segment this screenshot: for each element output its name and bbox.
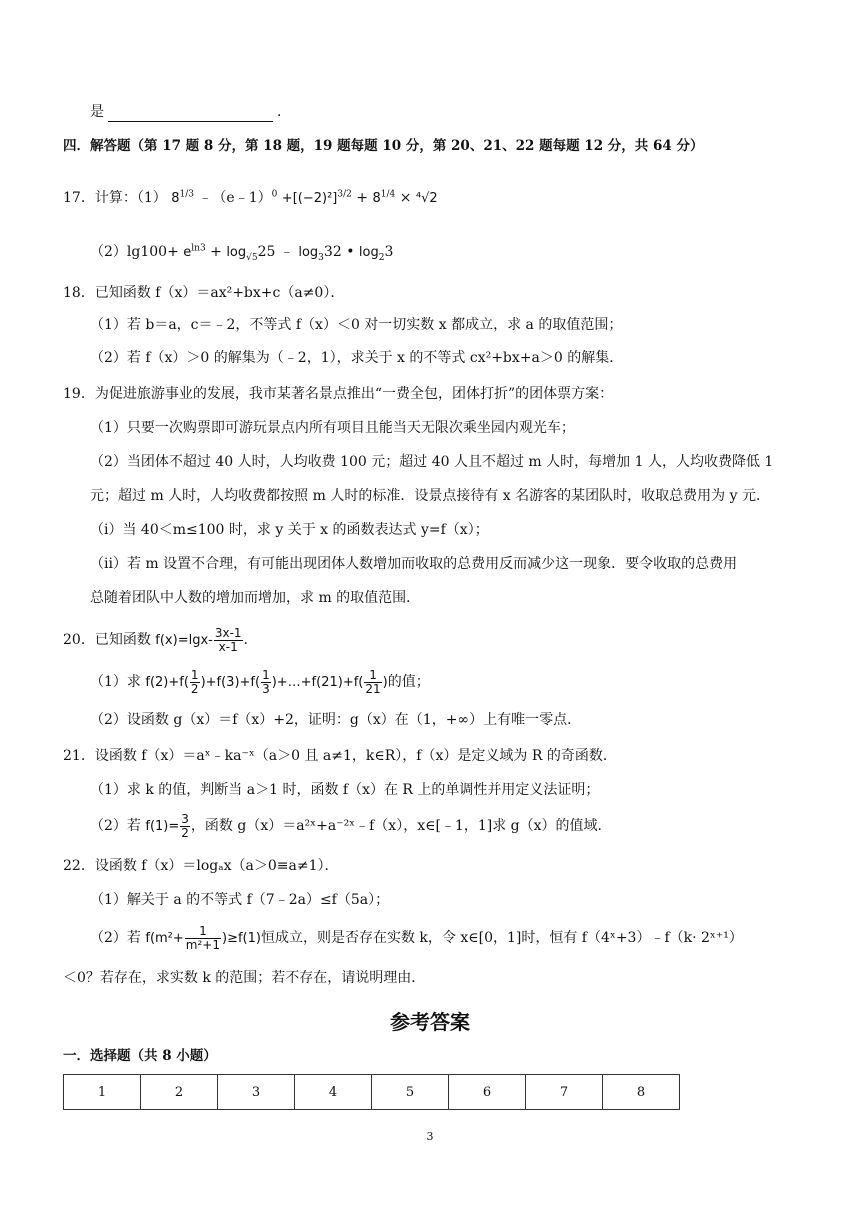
q19-part-ii-line2: 总随着团队中人数的增加而增加，求 m 的取值范围． [90, 590, 421, 606]
q18-part1: （1）若 b＝a，c＝﹣2，不等式 f（x）＜0 对一切实数 x 都成立，求 a 的取值范围； [90, 317, 623, 333]
section1-heading: 一．选择题（共 8 小题） [63, 1048, 217, 1064]
q19-part1: （1）只要一次购票即可游玩景点内所有项目且能当天无限次乘坐园内观光车； [90, 420, 575, 436]
answer-cell-5: 5 [372, 1075, 449, 1110]
q22-stem: 22．设函数 f（x）＝logₐx（a＞0≡a≠1）． [63, 858, 339, 874]
table-row [64, 1075, 680, 1110]
q21-part1: （1）求 k 的值，判断当 a＞1 时，函数 f（x）在 R 上的单调性并用定义法证明； [90, 782, 600, 798]
q22-part2-cont: ＜0？若存在，求实数 k 的范围；若不存在，请说明理由． [63, 970, 426, 986]
blank-line: 是 ． [90, 104, 291, 120]
q19-part2-line2: 元；超过 m 人时，人均收费都按照 m 人时的标准．设景点接待有 x 名游客的某团队时，收取总费用为 y 元． [90, 488, 770, 504]
answer-cell-4: 4 [295, 1075, 372, 1110]
q19-part-ii-line1: （ii）若 m 设置不合理，有可能出现团体人数增加而收取的总费用反而减少这一现象．要令收取的总费用 [90, 556, 738, 572]
q18-stem: 18．已知函数 f（x）＝ax²+bx+c（a≠0）． [63, 285, 345, 301]
answer-cell-1: 1 [64, 1075, 141, 1110]
answer-title: 参考答案 [390, 1010, 470, 1034]
q18-part2: （2）若 f（x）＞0 的解集为（﹣2，1），求关于 x 的不等式 cx²+bx+a＞0 的解集． [90, 350, 624, 366]
q17-part2: $(2)\lg 100+ e^{ln3} + \log_{√5}25$ ﹣ $\log_332$ • $\log_23$ [90, 243, 394, 263]
q21-stem: 21．设函数 f（x）＝aˣ﹣ka⁻ˣ（a＞0 且 a≠1，k∈R），f（x）是定义域为 R 的奇函数． [63, 748, 617, 764]
page-number: 3 [426, 1130, 434, 1143]
q20-fraction: $\frac{3x-1}{x-1}$ [214, 625, 242, 654]
answer-cell-7: 7 [526, 1075, 603, 1110]
q22-part2: （2）若 f(m²+ $\frac{1}{\text{m²+1}}$ )≥f(1)恒成立，则是否存在实数 k，令 x∈[0，1]时，恒有 f（4ˣ+3）﹣f（k· 2ˣ⁺¹） [90, 923, 743, 952]
q21-part2: （2）若 f(1)= $\frac{3}{2}$ ，函数 g（x）＝a²ˣ+a⁻²ˣ﹣f（x），x∈[﹣1，1]求 g（x）的值域． [90, 811, 612, 840]
q17-part1: 17．计算：（1） $8^{1/3}$ ﹣（e﹣1）$^0$ $+[(-2)^2]^{3/2} + 8^{1/4} \times ^4√2$ [63, 189, 438, 206]
q20-part2: （2）设函数 g（x）＝f（x）+2，证明：g（x）在（1，+∞）上有唯一零点． [90, 712, 582, 728]
answer-blank[interactable] [108, 107, 273, 122]
answer-cell-2: 2 [141, 1075, 218, 1110]
q19-part2-line1: （2）当团体不超过 40 人时，人均收费 100 元；超过 40 人且不超过 m 人时，每增加 1 人，人均收费降低 1 [90, 454, 774, 470]
q22-part1: （1）解关于 a 的不等式 f（7﹣2a）≤f（5a）； [90, 892, 390, 908]
q20-part1: （1）求 f(2)+f( $\frac{1}{2}$ )+f(3)+f( $\frac{1}{3}$ )+…+f(21)+f( $\frac{1}{21}$ )的值； [90, 667, 430, 696]
answer-cell-8: 8 [603, 1075, 680, 1110]
q19-part-i: （i）当 40＜m≤100 时，求 y 关于 x 的函数表达式 y=f（x）； [90, 522, 489, 538]
answer-table [63, 1074, 680, 1110]
q19-stem: 19．为促进旅游事业的发展，我市某著名景点推出“一费全包，团体打折”的团体票方案： [63, 386, 614, 402]
answer-cell-3: 3 [218, 1075, 295, 1110]
section4-heading: 四．解答题（第 17 题 8 分，第 18 题，19 题每题 10 分，第 20、21、22 题每题 12 分，共 64 分） [63, 138, 704, 154]
answer-cell-6: 6 [449, 1075, 526, 1110]
q20-stem: 20．已知函数 f(x)=lgx- $\frac{3x-1}{x-1}$ . [63, 625, 248, 654]
